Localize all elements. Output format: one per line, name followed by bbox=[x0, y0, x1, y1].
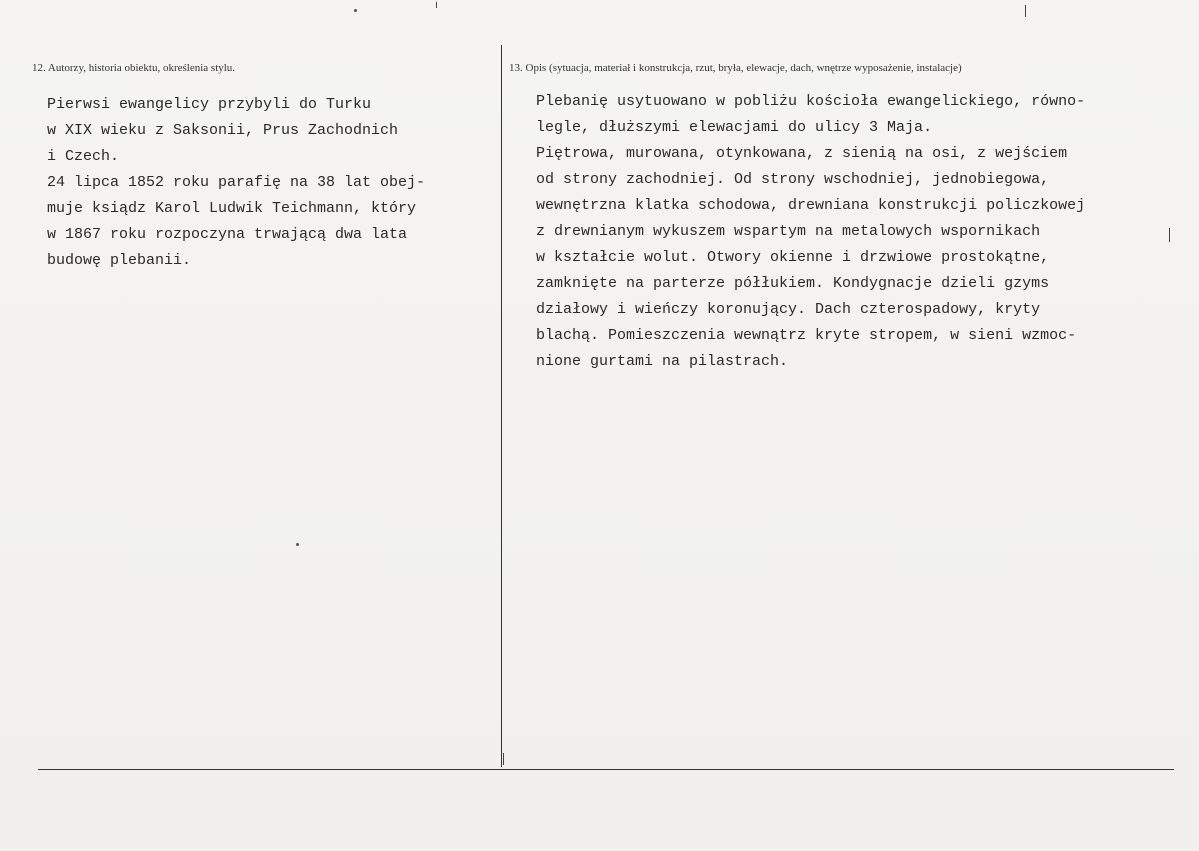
text-line: od strony zachodniej. Od strony wschodniej, jednobiegowa, bbox=[536, 171, 1050, 188]
text-line: Plebanię usytuowano w pobliżu kościoła ewangelickiego, równo- bbox=[536, 93, 1086, 110]
column-divider bbox=[501, 45, 502, 767]
paper-mark bbox=[1025, 5, 1026, 17]
text-line: legle, dłuższymi elewacjami do ulicy 3 Maja. bbox=[536, 119, 933, 136]
right-column-header: 13. Opis (sytuacja, materiał i konstrukcja, rzut, bryła, elewacje, dach, wnętrze wyposażenie, instalacje) bbox=[509, 62, 962, 74]
paper-mark bbox=[436, 2, 437, 8]
text-line: zamknięte na parterze półłukiem. Kondygnacje dzieli gzyms bbox=[536, 275, 1050, 292]
text-line: budowę plebanii. bbox=[47, 252, 192, 269]
paper-speck bbox=[354, 9, 357, 12]
left-column-header: 12. Autorzy, historia obiektu, określenia stylu. bbox=[32, 62, 236, 74]
text-line: i Czech. bbox=[47, 148, 120, 165]
text-line: wewnętrzna klatka schodowa, drewniana konstrukcji policzkowej bbox=[536, 197, 1086, 214]
text-line: muje ksiądz Karol Ludwik Teichmann, który bbox=[47, 200, 417, 217]
paper-mark bbox=[503, 753, 504, 765]
bottom-rule bbox=[38, 769, 1174, 770]
text-line: nione gurtami na pilastrach. bbox=[536, 353, 789, 370]
text-line: Piętrowa, murowana, otynkowana, z sienią na osi, z wejściem bbox=[536, 145, 1068, 162]
text-line: Pierwsi ewangelicy przybyli do Turku bbox=[47, 96, 372, 113]
text-line: w kształcie wolut. Otwory okienne i drzwiowe prostokątne, bbox=[536, 249, 1050, 266]
text-line: z drewnianym wykuszem wspartym na metalowych wspornikach bbox=[536, 223, 1041, 240]
text-line: 24 lipca 1852 roku parafię na 38 lat obej- bbox=[47, 174, 426, 191]
left-column-text bbox=[47, 92, 487, 274]
text-line: w 1867 roku rozpoczyna trwającą dwa lata bbox=[47, 226, 408, 243]
text-line: działowy i wieńczy koronujący. Dach czterospadowy, kryty bbox=[536, 301, 1041, 318]
paper-speck bbox=[296, 543, 299, 546]
text-line: w XIX wieku z Saksonii, Prus Zachodnich bbox=[47, 122, 399, 139]
right-column-text bbox=[536, 89, 1176, 375]
paper-mark bbox=[1169, 228, 1170, 242]
text-line: blachą. Pomieszczenia wewnątrz kryte stropem, w sieni wzmoc- bbox=[536, 327, 1077, 344]
